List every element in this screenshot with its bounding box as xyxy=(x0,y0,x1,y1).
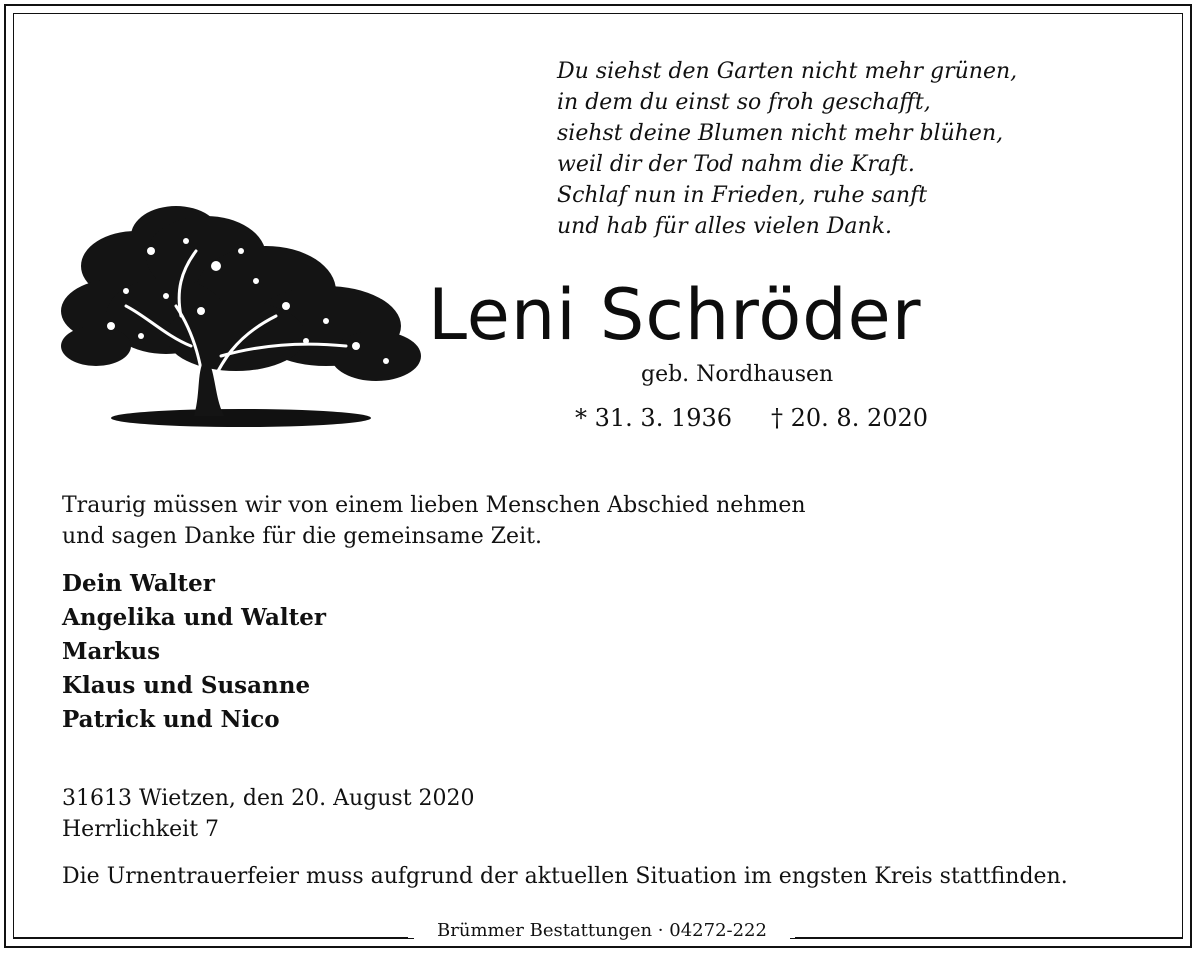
family-member: Markus xyxy=(62,638,161,665)
poem-line: Schlaf nun in Frieden, ruhe sanft xyxy=(557,183,928,208)
birth-date: * 31. 3. 1936 xyxy=(575,404,733,432)
life-dates xyxy=(575,404,929,432)
poem-line: und hab für alles vielen Dank. xyxy=(557,214,893,239)
deceased-name: Leni Schröder xyxy=(428,274,922,356)
poem-line: Du siehst den Garten nicht mehr grünen, xyxy=(557,59,1018,84)
place-date: 31613 Wietzen, den 20. August 2020 xyxy=(62,786,475,811)
footer-rule xyxy=(13,937,408,939)
family-member: Klaus und Susanne xyxy=(62,672,311,699)
tree-icon xyxy=(56,196,426,436)
family-member: Angelika und Walter xyxy=(62,604,326,631)
funeral-home-footer: Brümmer Bestattungen · 04272-222 xyxy=(414,920,790,941)
poem-line: siehst deine Blumen nicht mehr blühen, xyxy=(557,121,1004,146)
poem-line: in dem du einst so froh geschafft, xyxy=(557,90,931,115)
family-list xyxy=(62,567,326,737)
maiden-name: geb. Nordhausen xyxy=(641,362,834,387)
poem xyxy=(557,56,1017,242)
intro-line: und sagen Danke für die gemeinsame Zeit. xyxy=(62,524,542,549)
address: Herrlichkeit 7 xyxy=(62,817,220,842)
death-date: † 20. 8. 2020 xyxy=(771,404,929,432)
family-member: Dein Walter xyxy=(62,570,215,597)
poem-line: weil dir der Tod nahm die Kraft. xyxy=(557,152,915,177)
family-member: Patrick und Nico xyxy=(62,706,280,733)
ceremony-notice: Die Urnentrauerfeier muss aufgrund der aktuellen Situation im engsten Kreis stattfinden. xyxy=(62,864,1068,889)
footer-rule xyxy=(795,937,1183,939)
intro-text xyxy=(62,490,806,552)
intro-line: Traurig müssen wir von einem lieben Menschen Abschied nehmen xyxy=(62,493,806,518)
place-and-address xyxy=(62,783,475,845)
